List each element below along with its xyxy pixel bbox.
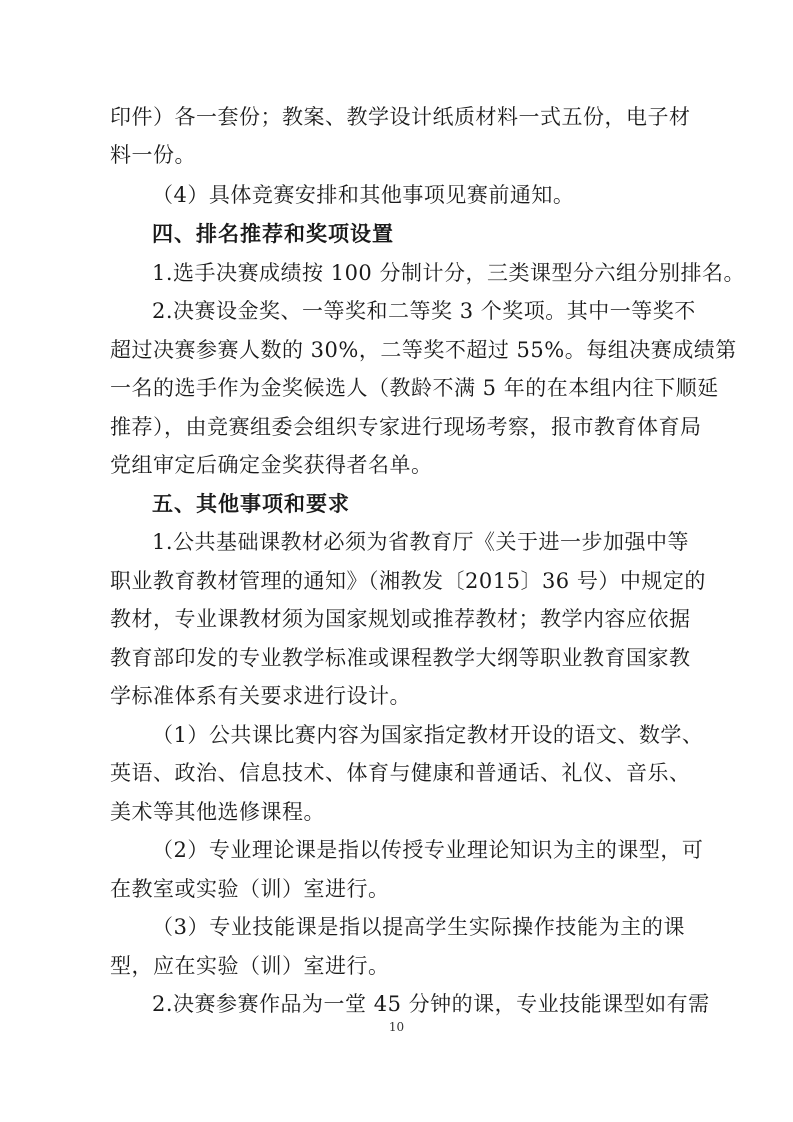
paragraph-line: 1.选手决赛成绩按 100 分制计分，三类课型分六组分别排名。 (152, 261, 745, 285)
paragraph-line: 一名的选手作为金奖候选人（教龄不满 5 年的在本组内往下顺延 (110, 376, 719, 400)
paragraph-line: 推荐），由竞赛组委会组织专家进行现场考察，报市教育体育局 (110, 415, 702, 439)
paragraph-line: 型，应在实验（训）室进行。 (110, 954, 390, 978)
paragraph-line: 学标准体系有关要求进行设计。 (110, 684, 411, 708)
page-number: 10 (388, 1020, 405, 1034)
paragraph-line: （4）具体竞赛安排和其他事项见赛前通知。 (152, 183, 575, 207)
paragraph-line: 职业教育教材管理的通知》（湘教发〔2015〕36 号）中规定的 (110, 569, 706, 593)
paragraph-line: 党组审定后确定金奖获得者名单。 (110, 453, 433, 477)
paragraph-line: 超过决赛参赛人数的 30%，二等奖不超过 55%。每组决赛成绩第 (110, 338, 737, 362)
section-heading: 五、其他事项和要求 (152, 492, 350, 516)
paragraph-line: 2.决赛设金奖、一等奖和二等奖 3 个奖项。其中一等奖不 (152, 299, 696, 323)
paragraph-line: 教材，专业课教材须为国家规划或推荐教材；教学内容应依据 (110, 607, 691, 631)
paragraph-line: 英语、政治、信息技术、体育与健康和普通话、礼仪、音乐、 (110, 761, 691, 785)
paragraph-line: 料一份。 (110, 143, 196, 167)
paragraph-line: （2）专业理论课是指以传授专业理论知识为主的课型，可 (152, 838, 704, 862)
paragraph-line: 印件）各一套份；教案、教学设计纸质材料一式五份，电子材 (110, 105, 691, 129)
paragraph-line: （1）公共课比赛内容为国家指定教材开设的语文、数学、 (152, 723, 704, 747)
paragraph-line: 教育部印发的专业教学标准或课程教学大纲等职业教育国家教 (110, 646, 691, 670)
paragraph-line: （3）专业技能课是指以提高学生实际操作技能为主的课 (152, 915, 685, 939)
paragraph-line: 2.决赛参赛作品为一堂 45 分钟的课，专业技能课型如有需 (152, 992, 710, 1016)
paragraph-line: 美术等其他选修课程。 (110, 800, 325, 824)
paragraph-line: 1.公共基础课教材必须为省教育厅《关于进一步加强中等 (152, 530, 690, 554)
section-heading: 四、排名推荐和奖项设置 (152, 222, 394, 246)
paragraph-line: 在教室或实验（训）室进行。 (110, 877, 390, 901)
